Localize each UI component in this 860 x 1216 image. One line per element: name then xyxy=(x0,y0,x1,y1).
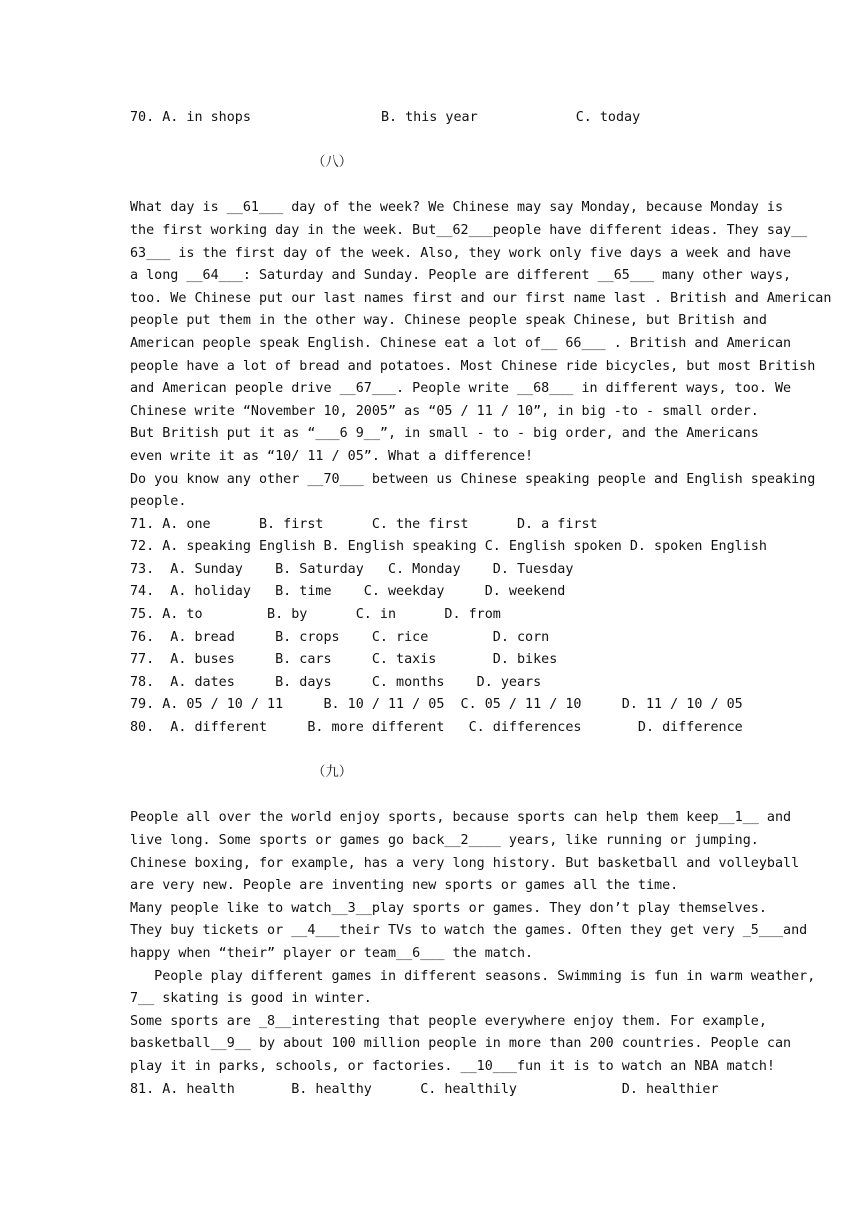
passage-line: People all over the world enjoy sports, because sports can help them keep__1__ and xyxy=(130,810,792,826)
question-70-c: C. today xyxy=(575,110,641,125)
passage-line: Chinese write “November 10, 2005” as “05 / 11 / 10”, in big -to - small order. xyxy=(130,403,759,419)
passage-line: They buy tickets or __4___their TVs to watch the games. Often they get very _5___and xyxy=(130,923,808,939)
passage-line: too. We Chinese put our last names first and our first name last . British and American xyxy=(130,290,832,306)
passage-line: play it in parks, schools, or factories. __10___fun it is to watch an NBA match! xyxy=(130,1058,775,1074)
passage-line: a long __64___: Saturday and Sunday. People are different __65___ many other ways, xyxy=(130,268,792,284)
question-line: 81. A. health B. healthy C. healthily D. healthier xyxy=(130,1081,719,1097)
passage-line: even write it as “10/ 11 / 05”. What a difference! xyxy=(130,448,534,464)
passage-line: American people speak English. Chinese eat a lot of__ 66___ . British and American xyxy=(130,335,792,351)
question-line: 76. A. bread B. crops C. rice D. corn xyxy=(130,629,550,645)
passage-line: people have a lot of bread and potatoes. Most Chinese ride bicycles, but most British xyxy=(130,358,816,374)
passage-line: Chinese boxing, for example, has a very long history. But basketball and volleyball xyxy=(130,855,800,871)
passage-line: 7__ skating is good in winter. xyxy=(130,991,372,1007)
passage-line: people put them in the other way. Chinese people speak Chinese, but British and xyxy=(130,313,767,329)
question-70-b: B. this year xyxy=(380,110,478,125)
question-line: 71. A. one B. first C. the first D. a first xyxy=(130,516,598,532)
passage-line: live long. Some sports or games go back__2____ years, like running or jumping. xyxy=(130,833,759,848)
passage-line: are very new. People are inventing new sports or games all the time. xyxy=(130,878,679,894)
passage-line: basketball__9__ by about 100 million people in more than 200 countries. People can xyxy=(130,1036,792,1052)
question-line: 78. A. dates B. days C. months D. years xyxy=(130,674,542,690)
question-line: 73. A. Sunday B. Saturday C. Monday D. Tuesday xyxy=(130,561,574,577)
passage-line: What day is __61___ day of the week? We Chinese may say Monday, because Monday is xyxy=(130,200,784,216)
question-line: 74. A. holiday B. time C. weekday D. weekend xyxy=(130,584,566,600)
document-page xyxy=(130,107,832,1101)
question-line: 75. A. to B. by C. in D. from xyxy=(130,607,501,623)
section-9-passage xyxy=(130,807,816,1078)
passage-line: 63___ is the first day of the week. Also, they work only five days a week and have xyxy=(130,245,792,261)
question-line: 79. A. 05 / 10 / 11 B. 10 / 11 / 05 C. 05 / 11 / 10 D. 11 / 10 / 05 xyxy=(130,697,743,713)
passage-line: people. xyxy=(130,494,187,510)
passage-line: Some sports are _8__interesting that people everywhere enjoy them. For example, xyxy=(130,1013,767,1029)
passage-line: and American people drive __67___. People write __68___ in different ways, too. We xyxy=(130,381,792,397)
question-line: 77. A. buses B. cars C. taxis D. bikes xyxy=(130,652,558,668)
section-8-passage xyxy=(130,197,832,513)
section-8-heading: （八） xyxy=(312,155,353,171)
question-line: 72. A. speaking English B. English speaking C. English spoken D. spoken English xyxy=(130,539,767,555)
passage-line: happy when “their” player or team__6___ the match. xyxy=(130,945,534,961)
question-70-a: 70. A. in shops xyxy=(130,110,251,125)
section-9-heading: （九） xyxy=(312,765,353,781)
section-9-questions xyxy=(130,1079,732,1102)
passage-line: But British put it as “___6 9__”, in small - to - big order, and the Americans xyxy=(130,426,759,442)
passage-line: Do you know any other __70___ between us Chinese speaking people and English speaking xyxy=(130,471,816,487)
question-70 xyxy=(130,107,732,130)
passage-line: the first working day in the week. But__62___people have different ideas. They say__ xyxy=(130,222,808,238)
question-line: 80. A. different B. more different C. differences D. difference xyxy=(130,720,743,736)
passage-line: People play different games in different seasons. Swimming is fun in warm weather, xyxy=(130,968,816,984)
passage-line: Many people like to watch__3__play sports or games. They don’t play themselves. xyxy=(130,900,767,916)
section-8-questions xyxy=(130,514,767,740)
